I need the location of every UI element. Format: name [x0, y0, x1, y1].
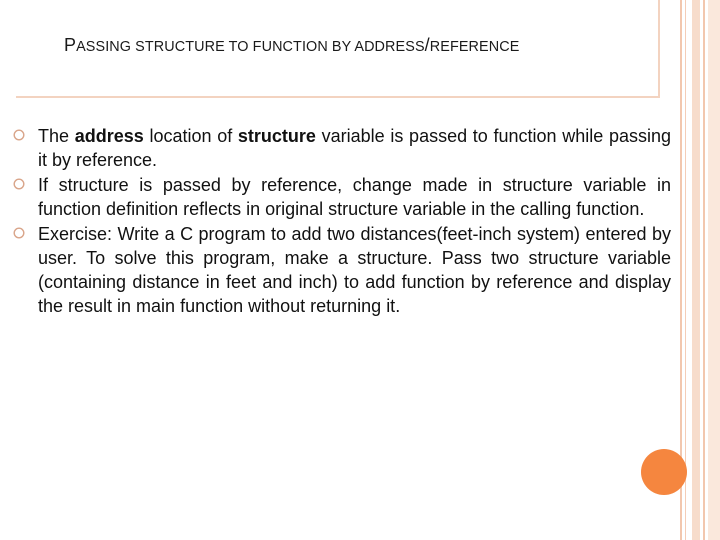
bullet-text: If structure is passed by reference, change made in structure variable in function definition reflects in original structure variable in the calling function. — [38, 175, 671, 219]
bullet-text: location of — [143, 126, 238, 146]
bullet-item — [38, 222, 671, 318]
decorative-stripe — [692, 0, 700, 540]
decorative-stripe — [703, 0, 705, 540]
bullet-list — [38, 124, 671, 319]
slide-title — [64, 22, 519, 59]
title-segment: REFERENCE — [429, 39, 520, 55]
decorative-stripe — [708, 0, 720, 540]
hollow-circle-bullet-icon — [13, 178, 25, 190]
bullet-text: Exercise: Write a C program to add two distances(feet-inch system) entered by user. To solve this program, make a structure. Pass two structure variable (containing distance in feet and inch) to add function by reference and display the result in main function without returning it. — [38, 224, 671, 316]
bullet-text-bold: structure — [237, 126, 316, 146]
title-segment: / — [424, 35, 430, 55]
bullet-text: variable is passed to function while passing it by reference. — [38, 126, 671, 170]
decorative-stripe — [685, 0, 686, 540]
title-segment: ASSING STRUCTURE TO FUNCTION BY ADDRESS — [76, 39, 425, 55]
bullet-text: The — [38, 126, 75, 146]
hollow-circle-bullet-icon — [13, 227, 25, 239]
bullet-item — [38, 173, 671, 221]
title-box — [16, 0, 660, 98]
title-segment: P — [64, 35, 77, 55]
bullet-text-bold: address — [74, 126, 144, 146]
hollow-circle-bullet-icon — [13, 129, 25, 141]
bullet-item — [38, 124, 671, 172]
orange-circle-decoration — [641, 449, 687, 495]
